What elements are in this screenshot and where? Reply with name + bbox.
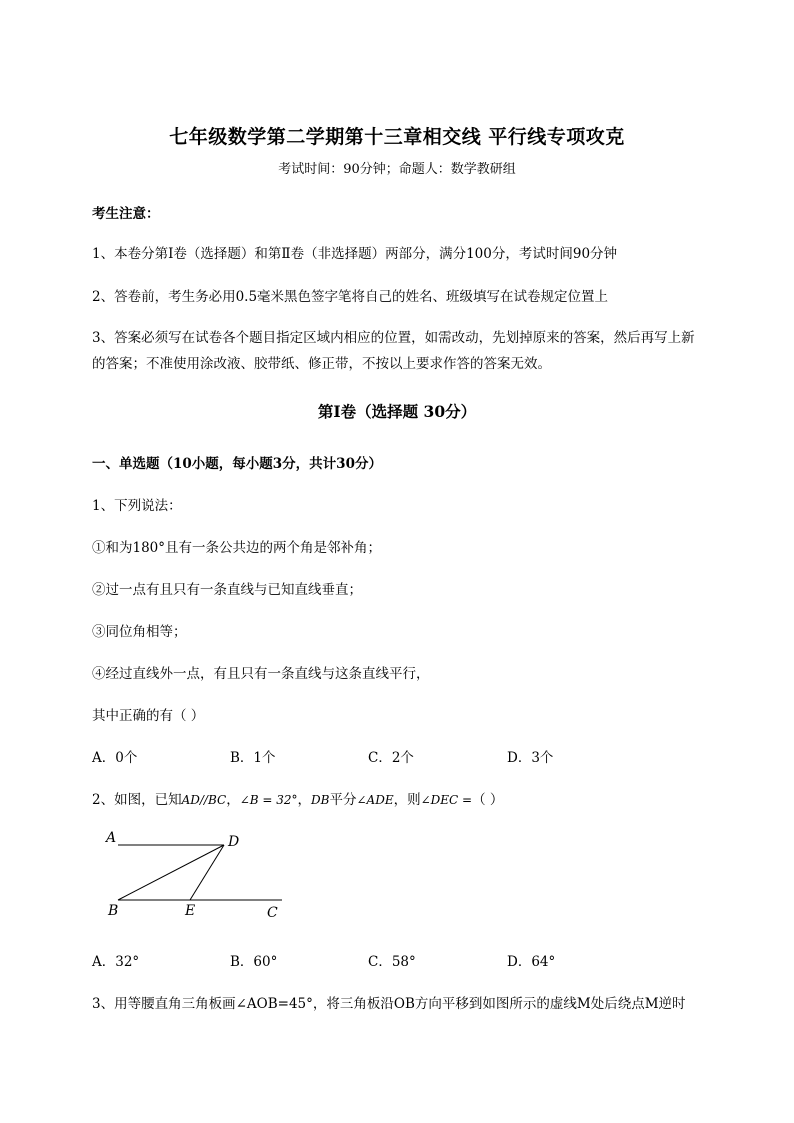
line-bd <box>118 845 224 900</box>
label-d: D <box>228 834 240 850</box>
q2-stem-suffix: （ ） <box>472 792 504 808</box>
label-b: B <box>108 903 119 919</box>
part1-title: 第I卷（选择题 30分） <box>317 402 477 421</box>
q1-stem: 1、下列说法： <box>92 498 182 514</box>
q2-option-c: C．58° <box>368 954 416 970</box>
q1-statement-2: ②过一点有且只有一条直线与已知直线垂直； <box>92 582 362 598</box>
q1-option-c: C．2个 <box>368 750 414 766</box>
q3-stem: 3、用等腰直角三角板画∠AOB=45°，将三角板沿OB方向平移到如图所示的虚线M处后绕点M逆时 <box>92 996 686 1012</box>
q2-option-d: D．64° <box>507 954 556 970</box>
section-heading: 一、单选题（10小题，每小题3分，共计30分） <box>92 456 382 472</box>
q2-cond-parallel: AD//BC <box>181 793 227 807</box>
q1-option-a: A．0个 <box>92 750 138 766</box>
q2-cond-db: DB <box>311 793 330 807</box>
q1-statement-4: ④经过直线外一点，有且只有一条直线与这条直线平行， <box>92 666 430 682</box>
q1-option-d: D．3个 <box>507 750 554 766</box>
q2-option-b: B．60° <box>230 954 278 970</box>
exam-title: 七年级数学第二学期第十三章相交线 平行线专项攻克 <box>169 126 625 148</box>
q2-cond-angle-dec: ∠DEC = <box>420 793 473 807</box>
q2-cond-angle-b: ∠B = 32° <box>239 793 298 807</box>
q2-sep: ， <box>226 792 240 808</box>
q2-cond-angle-ade: ∠ADE <box>356 793 394 807</box>
notice-item-2: 2、答卷前，考生务必用0.5毫米黑色签字笔将自己的姓名、班级填写在试卷规定位置上 <box>92 289 609 305</box>
notice-heading: 考生注意： <box>92 206 160 222</box>
q1-statement-3: ③同位角相等； <box>92 624 187 640</box>
line-ed <box>190 845 224 900</box>
q2-stem <box>92 788 503 808</box>
label-c: C <box>267 905 278 921</box>
q1-ask: 其中正确的有（ ） <box>92 708 205 724</box>
q2-text-bisect: 平分 <box>329 792 357 808</box>
notice-item-3-cont: 的答案；不准使用涂改液、胶带纸、修正带，不按以上要求作答的答案无效。 <box>92 356 551 372</box>
q2-sep: ， <box>297 792 312 808</box>
q2-option-a: A．32° <box>92 954 140 970</box>
notice-item-1: 1、本卷分第I卷（选择题）和第Ⅱ卷（非选择题）两部分，满分100分，考试时间90分钟 <box>92 246 618 262</box>
q2-text-then: ，则 <box>393 792 421 808</box>
exam-subtitle: 考试时间：90分钟；命题人：数学教研组 <box>278 162 516 177</box>
q2-stem-prefix: 2、如图，已知 <box>92 792 182 808</box>
q2-figure <box>100 826 300 926</box>
q1-option-b: B．1个 <box>230 750 276 766</box>
notice-item-3: 3、答案必须写在试卷各个题目指定区域内相应的位置，如需改动，先划掉原来的答案，然后再写上新 <box>92 330 695 346</box>
label-e: E <box>185 903 196 919</box>
q1-statement-1: ①和为180°且有一条公共边的两个角是邻补角； <box>92 540 382 556</box>
label-a: A <box>106 830 117 846</box>
